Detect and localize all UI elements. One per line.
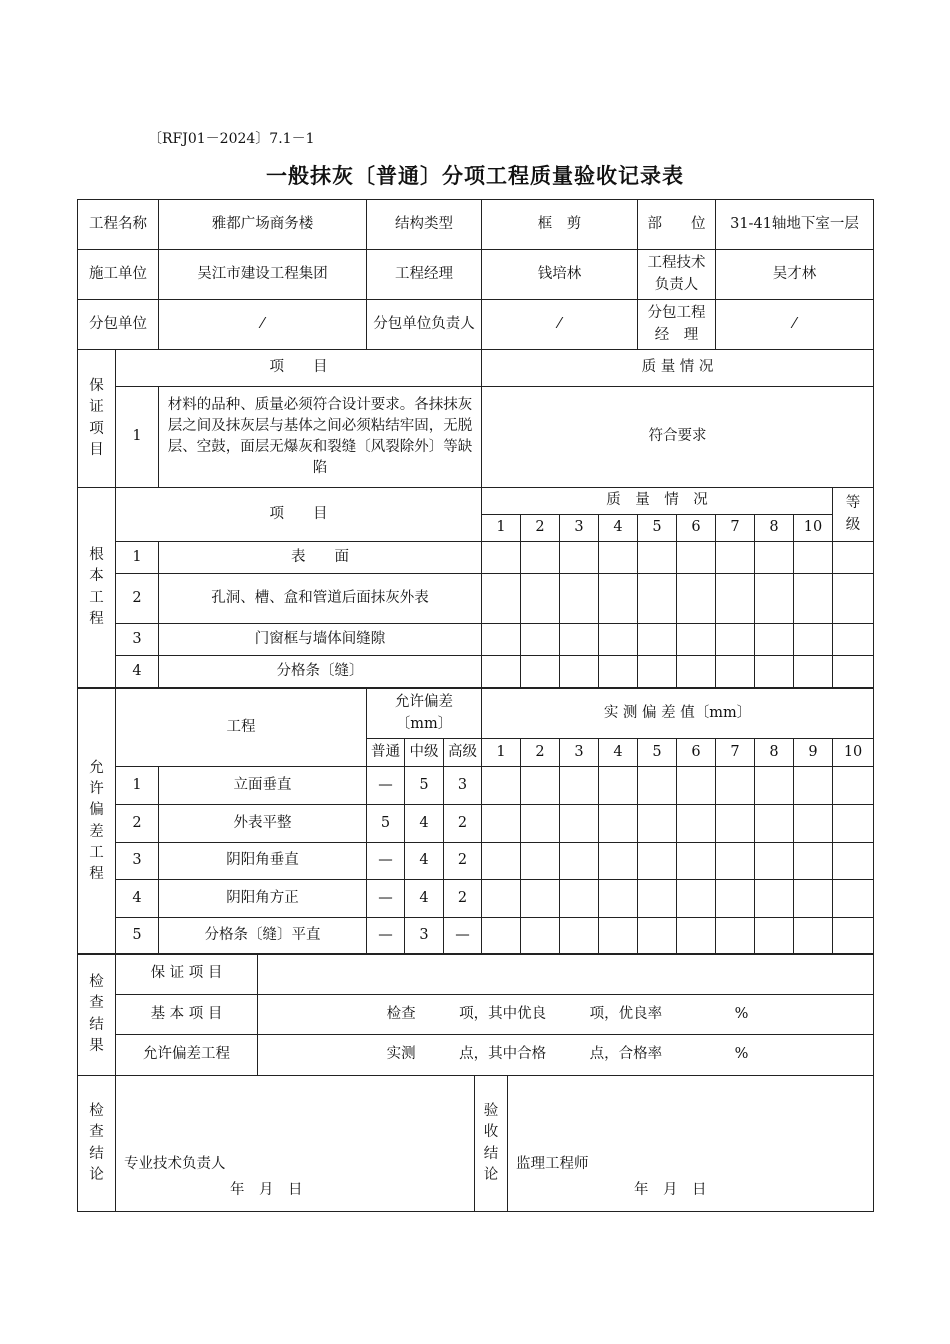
dev-row-high: 3 [444, 767, 482, 805]
basic-col-6: 6 [677, 515, 716, 542]
dev-row-text: 阴阳角垂直 [159, 843, 367, 880]
dev-col-6: 6 [677, 739, 716, 767]
level-normal: 普通 [367, 739, 405, 767]
part-value: 31-41轴地下室一层 [716, 200, 874, 250]
basic-grade-header: 等 级 [833, 488, 874, 542]
check-table [77, 953, 874, 1076]
dev-col-10: 10 [833, 739, 874, 767]
project-name-label: 工程名称 [78, 200, 159, 250]
check-basic-label: 基 本 项 目 [116, 995, 258, 1035]
dev-row-text: 分格条〔缝〕平直 [159, 918, 367, 955]
table-row [78, 574, 874, 624]
table-row [78, 880, 874, 918]
right-conclusion-label: 验 收 结 论 [475, 1076, 508, 1212]
table-row [78, 542, 874, 574]
table-row [78, 805, 874, 843]
dev-row-high: 2 [444, 805, 482, 843]
dev-row-medium: 4 [405, 805, 444, 843]
guarantee-quality-header: 质 量 情 况 [482, 350, 874, 387]
check-basic-text: 检查 项，其中优良 项，优良率 % [258, 995, 874, 1035]
dev-col-7: 7 [716, 739, 755, 767]
guarantee-row-result: 符合要求 [482, 387, 874, 488]
structure-value: 框 剪 [482, 200, 638, 250]
dev-row-text: 外表平整 [159, 805, 367, 843]
table-row [78, 656, 874, 688]
check-guarantee-value [258, 954, 874, 995]
dev-row-no: 4 [116, 880, 159, 918]
dev-row-text: 阴阳角方正 [159, 880, 367, 918]
inspection-table [77, 199, 874, 688]
sub-head-value: ⁄ [482, 300, 638, 350]
dev-row-no: 3 [116, 843, 159, 880]
dev-row-medium: 3 [405, 918, 444, 955]
left-date: 年 月 日 [230, 1182, 303, 1198]
guarantee-item-header: 项 目 [116, 350, 482, 387]
basic-item-header: 项 目 [116, 488, 482, 542]
tech-lead-label: 工程技术负责人 [638, 250, 716, 300]
dev-col-9: 9 [794, 739, 833, 767]
table-row [78, 918, 874, 955]
basic-row-no: 1 [116, 542, 159, 574]
table-row [78, 767, 874, 805]
sub-manager-value: ⁄ [716, 300, 874, 350]
dev-row-high: 2 [444, 843, 482, 880]
sub-head-label: 分包单位负责人 [367, 300, 482, 350]
dev-col-2: 2 [521, 739, 560, 767]
basic-quality-header: 质 量 情 况 [482, 488, 833, 515]
deviation-item-header: 工程 [116, 689, 367, 767]
check-deviation-label: 允许偏差工程 [116, 1035, 258, 1076]
form-code: 〔RFJ01－2024〕7.1－1 [148, 131, 315, 147]
basic-col-8: 8 [755, 515, 794, 542]
basic-row-text: 门窗框与墙体间缝隙 [159, 624, 482, 656]
dev-row-normal: — [367, 767, 405, 805]
basic-row-no: 2 [116, 574, 159, 624]
dev-col-4: 4 [599, 739, 638, 767]
level-high: 高级 [444, 739, 482, 767]
check-section-label: 检 查 结 果 [78, 954, 116, 1076]
tech-lead-value: 吴才林 [716, 250, 874, 300]
dev-row-no: 2 [116, 805, 159, 843]
check-guarantee-label: 保 证 项 目 [116, 954, 258, 995]
guarantee-row-no: 1 [116, 387, 159, 488]
deviation-allow-header: 允许偏差〔mm〕 [367, 689, 482, 739]
dev-row-normal: — [367, 918, 405, 955]
right-date: 年 月 日 [634, 1182, 707, 1198]
deviation-section-label: 允 许 偏 差 工 程 [78, 689, 116, 955]
dev-row-medium: 4 [405, 880, 444, 918]
guarantee-section-label: 保 证 项 目 [78, 350, 116, 488]
dev-col-8: 8 [755, 739, 794, 767]
dev-col-1: 1 [482, 739, 521, 767]
guarantee-row-text: 材料的品种、质量必须符合设计要求。各抹抹灰层之间及抹灰层与基体之间必须粘结牢固，无脱层、空鼓，面层无爆灰和裂缝〔风裂除外〕等缺陷 [159, 387, 482, 488]
dev-row-high: — [444, 918, 482, 955]
right-signature-block [508, 1076, 874, 1212]
dev-row-normal: 5 [367, 805, 405, 843]
dev-col-5: 5 [638, 739, 677, 767]
manager-label: 工程经理 [367, 250, 482, 300]
level-medium: 中级 [405, 739, 444, 767]
basic-row-text: 孔洞、槽、盒和管道后面抹灰外表 [159, 574, 482, 624]
subcontractor-value: ⁄ [159, 300, 367, 350]
dev-row-normal: — [367, 880, 405, 918]
basic-col-4: 4 [599, 515, 638, 542]
deviation-table [77, 688, 874, 955]
dev-row-medium: 4 [405, 843, 444, 880]
basic-row-no: 3 [116, 624, 159, 656]
contractor-label: 施工单位 [78, 250, 159, 300]
dev-row-no: 5 [116, 918, 159, 955]
left-signature-block [116, 1076, 475, 1212]
structure-label: 结构类型 [367, 200, 482, 250]
basic-col-1: 1 [482, 515, 521, 542]
basic-row-no: 4 [116, 656, 159, 688]
project-name: 雅都广场商务楼 [159, 200, 367, 250]
subcontractor-label: 分包单位 [78, 300, 159, 350]
left-signer: 专业技术负责人 [124, 1156, 226, 1172]
table-row [78, 843, 874, 880]
check-deviation-text: 实测 点，其中合格 点，合格率 % [258, 1035, 874, 1076]
basic-col-5: 5 [638, 515, 677, 542]
basic-col-7: 7 [716, 515, 755, 542]
page-title: 一般抹灰〔普通〕分项工程质量验收记录表 [266, 163, 684, 188]
dev-row-no: 1 [116, 767, 159, 805]
dev-row-medium: 5 [405, 767, 444, 805]
manager-value: 钱培林 [482, 250, 638, 300]
dev-row-text: 立面垂直 [159, 767, 367, 805]
table-row [78, 624, 874, 656]
deviation-measured-header: 实 测 偏 差 值〔mm〕 [482, 689, 874, 739]
sub-manager-label: 分包工程经 理 [638, 300, 716, 350]
right-signer: 监理工程师 [516, 1156, 589, 1172]
basic-col-2: 2 [521, 515, 560, 542]
contractor-value: 吴江市建设工程集团 [159, 250, 367, 300]
dev-row-high: 2 [444, 880, 482, 918]
basic-col-10: 10 [794, 515, 833, 542]
part-label: 部 位 [638, 200, 716, 250]
basic-row-text: 表 面 [159, 542, 482, 574]
basic-section-label: 根 本 工 程 [78, 488, 116, 688]
dev-row-normal: — [367, 843, 405, 880]
conclusion-table [77, 1075, 874, 1212]
basic-row-text: 分格条〔缝〕 [159, 656, 482, 688]
left-conclusion-label: 检 查 结 论 [78, 1076, 116, 1212]
dev-col-3: 3 [560, 739, 599, 767]
basic-col-3: 3 [560, 515, 599, 542]
